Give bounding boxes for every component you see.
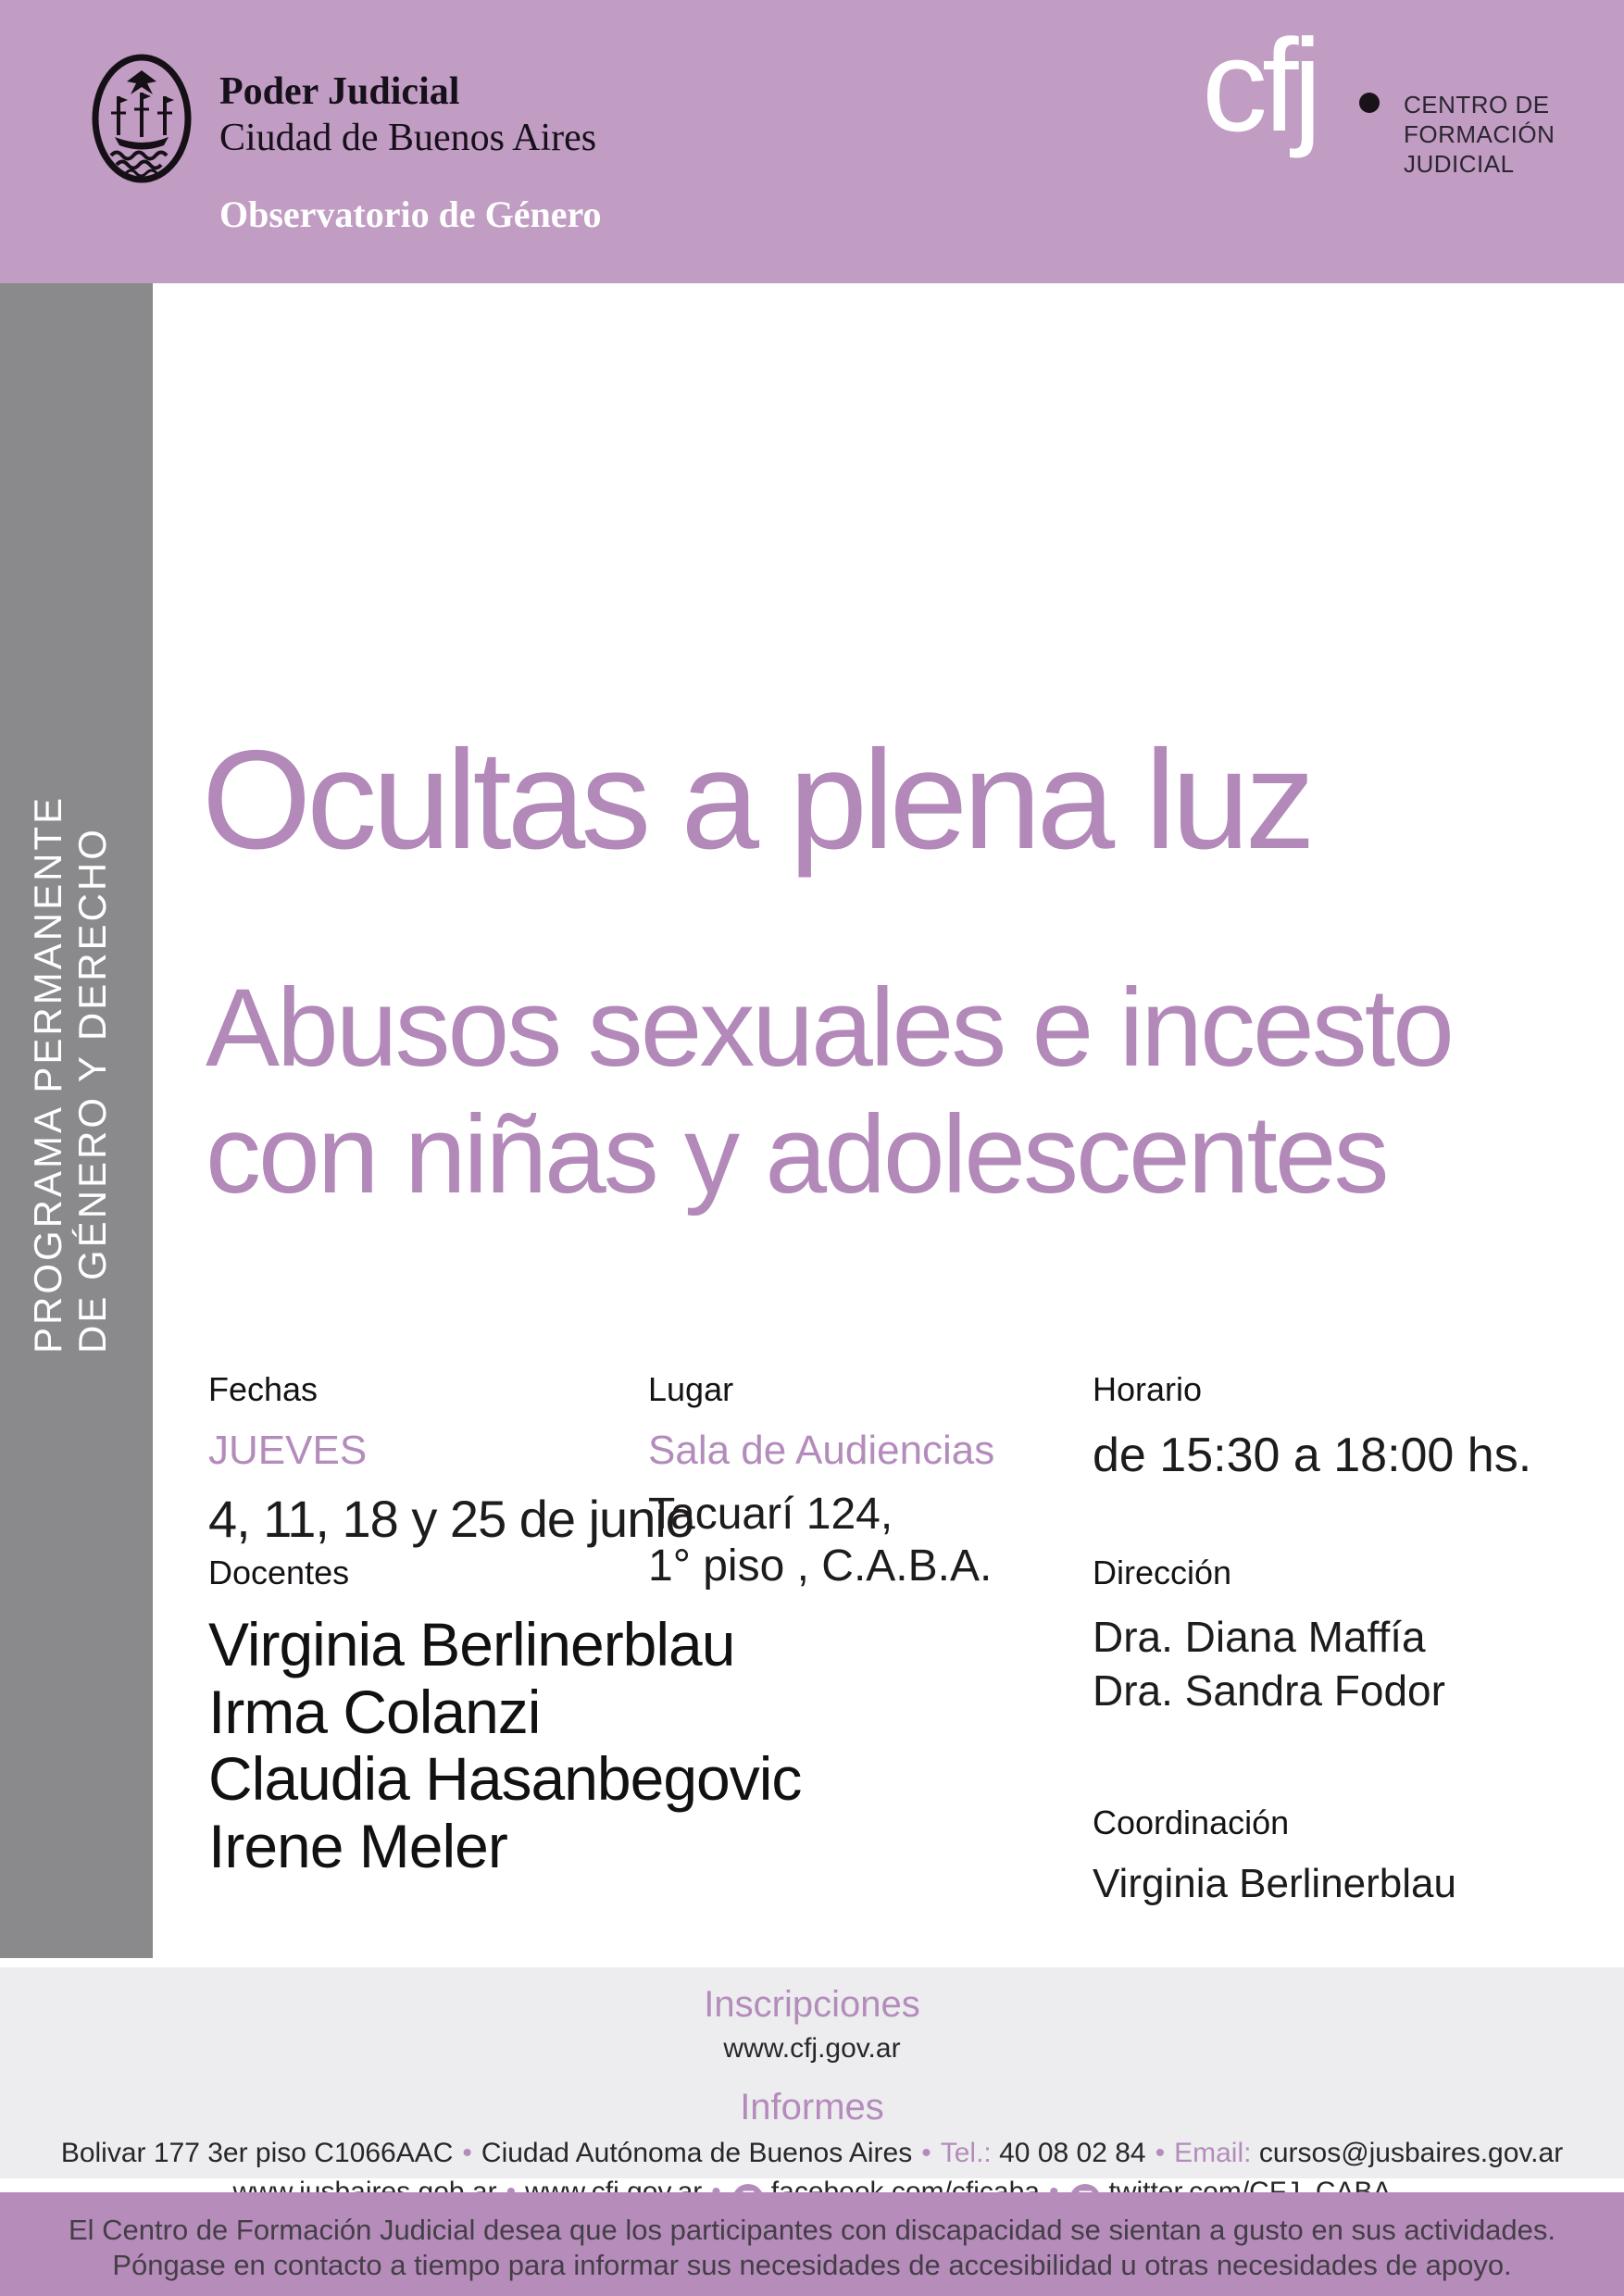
sidebar-line2: DE GÉNERO Y DERECHO	[70, 827, 114, 1354]
footer-info-band	[0, 1967, 1624, 2178]
cfj-label-line2: FORMACIÓN	[1404, 120, 1555, 148]
poder-judicial-seal-icon	[91, 52, 193, 185]
accessibility-line2: Póngase en contacto a tiempo para informar sus necesidades de accesibilidad u otras necesidades de apoyo.	[112, 2249, 1512, 2281]
org-name	[219, 69, 596, 161]
bullet-separator: •	[1155, 2138, 1166, 2168]
section-horario	[1093, 1370, 1611, 1483]
cfj-logo: cfj	[1202, 12, 1317, 159]
lugar-venue: Sala de Audiencias	[648, 1428, 995, 1473]
fechas-day: JUEVES	[208, 1428, 368, 1473]
bullet-separator: •	[462, 2138, 472, 2168]
cfj-dot-icon	[1359, 93, 1380, 113]
lugar-label: Lugar	[648, 1370, 734, 1408]
direccion-name: Dra. Diana Maffía	[1093, 1613, 1426, 1661]
lugar-address-line2: 1° piso , C.A.B.A.	[648, 1541, 993, 1591]
docentes-label: Docentes	[208, 1554, 350, 1591]
sidebar-line1: PROGRAMA PERMANENTE	[26, 794, 69, 1354]
docentes-names	[208, 1611, 1088, 1879]
section-docentes	[208, 1554, 1088, 1879]
fechas-label: Fechas	[208, 1370, 319, 1408]
section-direccion	[1093, 1554, 1611, 1717]
direccion-label: Dirección	[1093, 1554, 1232, 1591]
address-part2: Ciudad Autónoma de Buenos Aires	[481, 2138, 913, 2168]
informes-label: Informes	[740, 2087, 884, 2128]
email-label: Email:	[1174, 2138, 1252, 2168]
cfj-label	[1404, 90, 1555, 179]
org-name-line2: Ciudad de Buenos Aires	[219, 117, 597, 159]
address-part1: Bolivar 177 3er piso C1066AAC	[60, 2138, 454, 2168]
section-coordinacion	[1093, 1803, 1611, 1907]
program-name: Observatorio de Género	[219, 193, 602, 235]
horario-value: de 15:30 a 18:00 hs.	[1093, 1429, 1532, 1482]
contact-line	[0, 2138, 1624, 2169]
header-band	[0, 0, 1624, 283]
accessibility-band	[0, 2192, 1624, 2296]
accessibility-line1: El Centro de Formación Judicial desea que los participantes con discapacidad se sientan a gusto en sus actividades.	[68, 2214, 1556, 2246]
coordinacion-name: Virginia Berlinerblau	[1093, 1861, 1456, 1906]
org-name-line1: Poder Judicial	[219, 70, 460, 113]
inscripciones-url: www.cfj.gov.ar	[723, 2033, 901, 2064]
tel-label: Tel.:	[940, 2138, 992, 2168]
direccion-names	[1093, 1611, 1611, 1717]
sidebar-program-title	[26, 795, 115, 1354]
bullet-separator: •	[921, 2138, 931, 2168]
docente-name: Irene Meler	[208, 1811, 507, 1880]
course-subtitle-line2: con niñas y adolescentes	[206, 1092, 1387, 1217]
coordinacion-label: Coordinación	[1093, 1803, 1290, 1841]
docente-name: Irma Colanzi	[208, 1677, 541, 1746]
cfj-label-line1: CENTRO DE	[1404, 91, 1550, 119]
docente-name: Virginia Berlinerblau	[208, 1610, 735, 1678]
course-subtitle-line1: Abusos sexuales e incesto	[206, 966, 1452, 1090]
inscripciones-label: Inscripciones	[704, 1984, 920, 2025]
direccion-name: Dra. Sandra Fodor	[1093, 1666, 1445, 1715]
email-value: cursos@jusbaires.gov.ar	[1258, 2138, 1564, 2168]
cfj-label-line3: JUDICIAL	[1404, 150, 1515, 178]
lugar-address-line1: Tacuarí 124,	[648, 1490, 893, 1539]
docente-name: Claudia Hasanbegovic	[208, 1744, 802, 1814]
course-subtitle	[206, 965, 1452, 1218]
course-title: Ocultas a plena luz	[202, 721, 1311, 879]
tel-value: 40 08 02 84	[999, 2138, 1146, 2168]
horario-label: Horario	[1093, 1370, 1203, 1408]
fechas-dates: 4, 11, 18 y 25 de junio	[208, 1490, 693, 1548]
